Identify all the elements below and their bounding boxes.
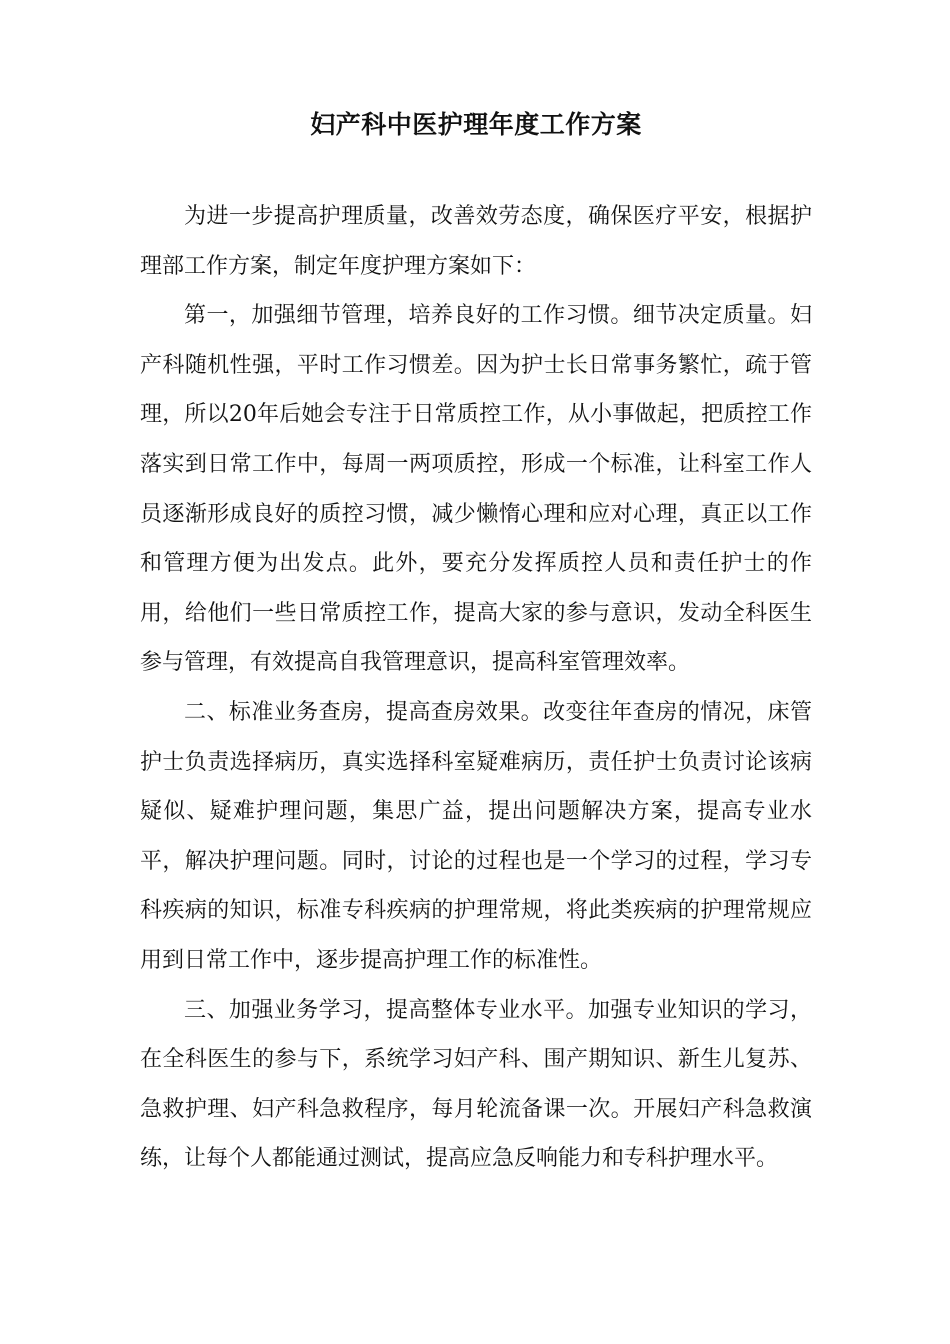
paragraph-intro: 为进一步提高护理质量，改善效劳态度，确保医疗平安，根据护理部工作方案，制定年度护理方案如下： xyxy=(140,204,812,279)
paragraph-section-2: 二、标准业务查房，提高查房效果。改变往年查房的情况，床管护士负责选择病历，真实选择科室疑难病历，责任护士负责讨论该病疑似、疑难护理问题，集思广益，提出问题解决方案，提高专业水平，解决护理问题。同时，讨论的过程也是一个学习的过程，学习专科疾病的知识，标准专科疾病的护理常规，将此类疾病的护理常规应用到日常工作中，逐步提高护理工作的标准性。 xyxy=(140,699,812,973)
paragraph-section-3: 三、加强业务学习，提高整体专业水平。加强专业知识的学习，在全科医生的参与下，系统学习妇产科、围产期知识、新生儿复苏、急救护理、妇产科急救程序，每月轮流备课一次。开展妇产科急救演练，让每个人都能通过测试，提高应急反响能力和专科护理水平。 xyxy=(140,997,812,1172)
document-title: 妇产科中医护理年度工作方案 xyxy=(310,110,642,139)
document-page xyxy=(140,0,812,1344)
paragraph-section-1: 第一，加强细节管理，培养良好的工作习惯。细节决定质量。妇产科随机性强，平时工作习惯差。因为护士长日常事务繁忙，疏于管理，所以20年后她会专注于日常质控工作，从小事做起，把质控工作落实到日常工作中，每周一两项质控，形成一个标准，让科室工作人员逐渐形成良好的质控习惯，减少懒惰心理和应对心理，真正以工作和管理方便为出发点。此外，要充分发挥质控人员和责任护士的作用，给他们一些日常质控工作，提高大家的参与意识，发动全科医生参与管理，有效提高自我管理意识，提高科室管理效率。 xyxy=(140,303,812,676)
document-body xyxy=(140,192,812,1184)
